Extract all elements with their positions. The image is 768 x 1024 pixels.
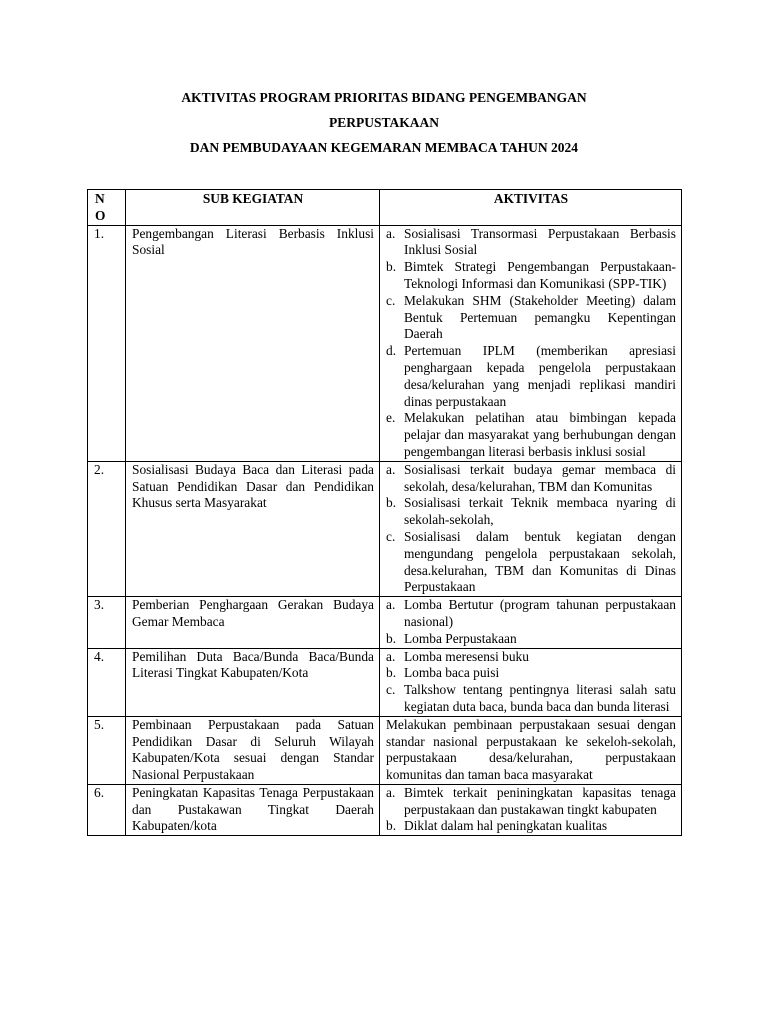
activity-item	[386, 259, 676, 293]
activity-item-text: Sosialisasi terkait Teknik membaca nyaring di sekolah-sekolah,	[404, 495, 676, 528]
activity-item-marker: c.	[386, 682, 396, 698]
activity-item-text: Sosialisasi dalam bentuk kegiatan dengan mengundang pengelola perpustakaan sekolah, desa.kelurahan, TBM dan Komunitas di Dinas Perpustakaan	[404, 528, 676, 595]
table-body	[88, 225, 682, 836]
sub-kegiatan-cell: Pembinaan Perpustakaan pada Satuan Pendidikan Dasar di Seluruh Wilayah Kabupaten/Kota sesuai dengan Standar Nasional Perpustakaan	[126, 716, 380, 784]
activity-item-marker: d.	[386, 343, 397, 359]
activity-item	[386, 343, 676, 410]
row-number: 6.	[88, 784, 126, 835]
activity-list	[386, 649, 676, 716]
row-number: 2.	[88, 461, 126, 596]
aktivitas-cell	[380, 784, 682, 835]
sub-kegiatan-cell: Peningkatan Kapasitas Tenaga Perpustakaan dan Pustakawan Tingkat Daerah Kabupaten/kota	[126, 784, 380, 835]
activity-item-marker: b.	[386, 259, 397, 275]
activity-item-text: Sosialisasi Transormasi Perpustakaan Berbasis Inklusi Sosial	[404, 225, 676, 258]
activity-item-text: Lomba meresensi buku	[404, 648, 529, 664]
sub-kegiatan-cell: Pengembangan Literasi Berbasis Inklusi Sosial	[126, 225, 380, 461]
document-title-line-3: DAN PEMBUDAYAAN KEGEMARAN MEMBACA TAHUN 2024	[189, 140, 579, 155]
row-number: 4.	[88, 648, 126, 716]
activity-item-marker: c.	[386, 292, 396, 308]
activity-item-marker: a.	[386, 784, 396, 800]
document-title-line-2: PERPUSTAKAAN	[328, 115, 439, 130]
table-row	[88, 461, 682, 596]
header-no-part-2: O	[95, 207, 106, 223]
table-row	[88, 716, 682, 784]
activity-item-text: Lomba Bertutur (program tahunan perpustakaan nasional)	[404, 597, 676, 629]
activity-item-text: Bimtek terkait peniningkatan kapasitas tenaga perpustakaan dan pustakawan tingkt kabupaten	[404, 784, 676, 817]
activity-item-text: Pertemuan IPLM (memberikan apresiasi penghargaan kepada pengelola perpustakaan desa/kelurahan yang menjadi replikasi mandiri dinas perpustakaan	[404, 343, 676, 409]
activity-item-marker: a.	[386, 225, 396, 241]
activity-item-marker: b.	[386, 495, 397, 511]
table-row	[88, 225, 682, 461]
activity-item-marker: a.	[386, 648, 396, 664]
activity-item	[386, 293, 676, 343]
activity-item	[386, 785, 676, 819]
document-title-line-1: AKTIVITAS PROGRAM PRIORITAS BIDANG PENGEMBANGAN	[181, 90, 587, 105]
activity-item-marker: c.	[386, 528, 396, 544]
activity-item	[386, 665, 676, 682]
activity-item	[386, 818, 676, 835]
sub-kegiatan-cell: Pemilihan Duta Baca/Bunda Baca/Bunda Literasi Tingkat Kabupaten/Kota	[126, 648, 380, 716]
table-row	[88, 784, 682, 835]
activities-table	[87, 189, 682, 836]
activity-item	[386, 649, 676, 666]
activity-item	[386, 410, 676, 460]
activity-item	[386, 597, 676, 631]
activity-list	[386, 226, 676, 461]
activity-item-marker: b.	[386, 818, 397, 834]
header-sub-kegiatan: SUB KEGIATAN	[126, 190, 380, 226]
activity-list	[386, 597, 676, 647]
table-header-row	[88, 190, 682, 226]
activity-item	[386, 631, 676, 648]
activity-item	[386, 226, 676, 260]
sub-kegiatan-cell: Pemberian Penghargaan Gerakan Budaya Gemar Membaca	[126, 597, 380, 648]
activity-item-text: Lomba Perpustakaan	[404, 630, 517, 646]
activity-item	[386, 529, 676, 596]
row-number: 3.	[88, 597, 126, 648]
aktivitas-cell	[380, 225, 682, 461]
activity-item-text: Melakukan pelatihan atau bimbingan kepada pelajar dan masyarakat yang berhubungan dengan pengembangan literasi berbasis inklusi sosial	[404, 410, 676, 459]
activity-list	[386, 462, 676, 596]
activity-item-text: Diklat dalam hal peningkatan kualitas	[404, 818, 608, 834]
activity-item-text: Melakukan SHM (Stakeholder Meeting) dalam Bentuk Pertemuan pemangku Kepentingan Daerah	[404, 292, 676, 342]
aktivitas-cell	[380, 648, 682, 716]
row-number: 5.	[88, 716, 126, 784]
activity-list	[386, 785, 676, 835]
activity-item-marker: a.	[386, 461, 396, 477]
sub-kegiatan-cell: Sosialisasi Budaya Baca dan Literasi pada Satuan Pendidikan Dasar dan Pendidikan Khusus serta Masyarakat	[126, 461, 380, 596]
header-no-part-1: N	[95, 191, 105, 206]
activity-item-marker: b.	[386, 630, 397, 646]
activity-item-marker: a.	[386, 597, 396, 613]
aktivitas-cell	[380, 597, 682, 648]
activity-item-text: Lomba baca puisi	[404, 665, 500, 681]
activity-item-marker: e.	[386, 410, 396, 426]
activity-item-marker: b.	[386, 665, 397, 681]
row-number: 1.	[88, 225, 126, 461]
activity-item	[386, 462, 676, 496]
table-row	[88, 597, 682, 648]
activity-item	[386, 495, 676, 529]
aktivitas-cell	[380, 461, 682, 596]
header-no	[88, 190, 126, 226]
header-aktivitas: AKTIVITAS	[380, 190, 682, 226]
aktivitas-cell: Melakukan pembinaan perpustakaan sesuai dengan standar nasional perpustakaan ke sekeloh-sekolah, perpustakaan desa/kelurahan, perpustakaan komunitas dan taman baca masyarakat	[380, 716, 682, 784]
activity-item-text: Talkshow tentang pentingnya literasi salah satu kegiatan duta baca, bunda baca dan bunda literasi	[404, 682, 676, 714]
table-row	[88, 648, 682, 716]
activity-item	[386, 682, 676, 716]
activity-item-text: Bimtek Strategi Pengembangan Perpustakaan-Teknologi Informasi dan Komunikasi (SPP-TIK)	[404, 259, 676, 291]
activity-item-text: Sosialisasi terkait budaya gemar membaca di sekolah, desa/kelurahan, TBM dan Komunitas	[404, 461, 676, 494]
